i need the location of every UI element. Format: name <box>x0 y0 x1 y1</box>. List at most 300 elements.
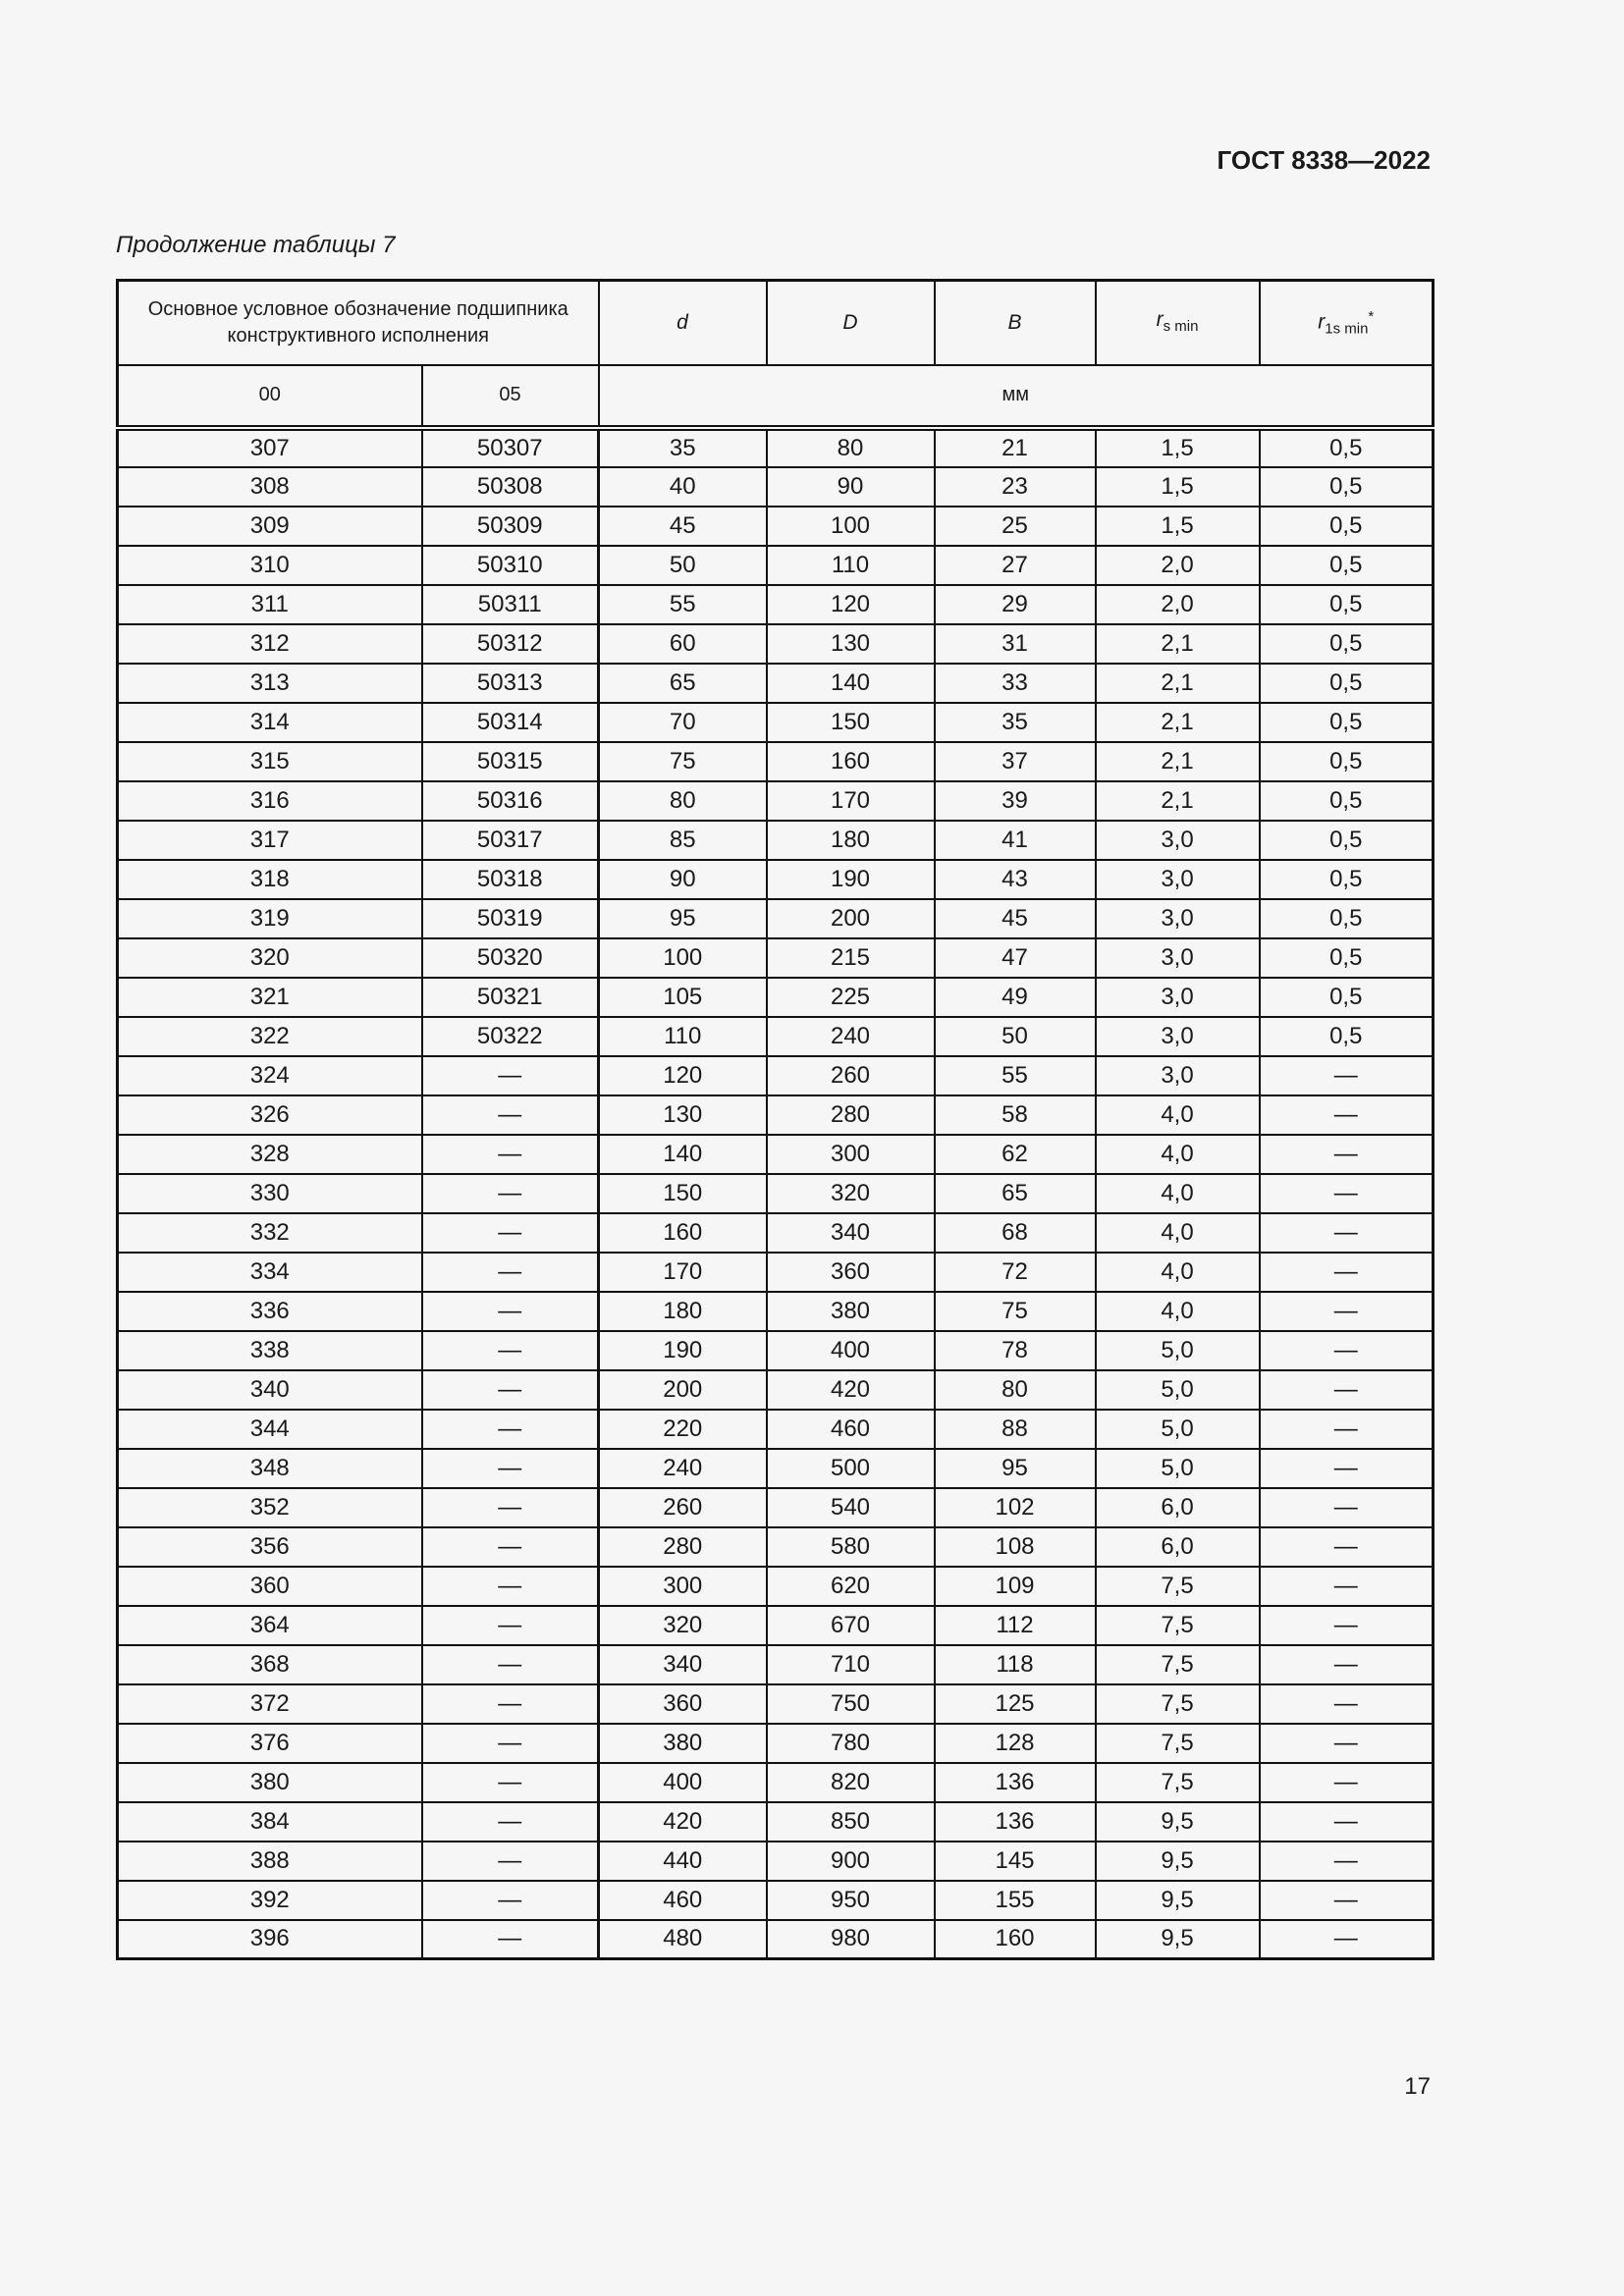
cell-col-B: 37 <box>935 742 1096 781</box>
cell-col-00: 348 <box>118 1449 422 1488</box>
cell-col-05: 50320 <box>422 938 599 978</box>
cell-col-D: 180 <box>767 821 935 860</box>
table-row <box>118 1135 1434 1174</box>
cell-col-05: 50314 <box>422 703 599 742</box>
cell-col-D: 580 <box>767 1527 935 1567</box>
table-row <box>118 978 1434 1017</box>
cell-col-r1s-min: — <box>1260 1095 1434 1135</box>
cell-col-r1s-min: — <box>1260 1920 1434 1959</box>
table-row <box>118 899 1434 938</box>
cell-col-d: 280 <box>599 1527 767 1567</box>
cell-col-00: 384 <box>118 1802 422 1842</box>
cell-col-05: — <box>422 1410 599 1449</box>
cell-col-D: 170 <box>767 781 935 821</box>
cell-col-05: 50311 <box>422 585 599 624</box>
cell-col-rs-min: 4,0 <box>1096 1174 1260 1213</box>
cell-col-rs-min: 2,0 <box>1096 585 1260 624</box>
cell-col-D: 80 <box>767 428 935 467</box>
cell-col-00: 352 <box>118 1488 422 1527</box>
table-row <box>118 1370 1434 1410</box>
cell-col-d: 50 <box>599 546 767 585</box>
cell-col-rs-min: 9,5 <box>1096 1842 1260 1881</box>
table-row <box>118 1842 1434 1881</box>
cell-col-B: 55 <box>935 1056 1096 1095</box>
cell-col-B: 31 <box>935 624 1096 664</box>
cell-col-rs-min: 3,0 <box>1096 1056 1260 1095</box>
cell-col-d: 110 <box>599 1017 767 1056</box>
cell-col-00: 310 <box>118 546 422 585</box>
cell-col-r1s-min: — <box>1260 1174 1434 1213</box>
cell-col-05: — <box>422 1724 599 1763</box>
cell-col-05: — <box>422 1213 599 1253</box>
cell-col-D: 820 <box>767 1763 935 1802</box>
cell-col-rs-min: 2,1 <box>1096 624 1260 664</box>
cell-col-rs-min: 4,0 <box>1096 1135 1260 1174</box>
cell-col-r1s-min: 0,5 <box>1260 860 1434 899</box>
cell-col-B: 49 <box>935 978 1096 1017</box>
cell-col-d: 400 <box>599 1763 767 1802</box>
cell-col-rs-min: 3,0 <box>1096 821 1260 860</box>
cell-col-d: 440 <box>599 1842 767 1881</box>
header-B: B <box>935 281 1096 365</box>
cell-col-d: 100 <box>599 938 767 978</box>
cell-col-d: 55 <box>599 585 767 624</box>
cell-col-B: 47 <box>935 938 1096 978</box>
cell-col-00: 396 <box>118 1920 422 1959</box>
cell-col-d: 80 <box>599 781 767 821</box>
table-row <box>118 1527 1434 1567</box>
cell-col-rs-min: 7,5 <box>1096 1724 1260 1763</box>
cell-col-r1s-min: — <box>1260 1449 1434 1488</box>
cell-col-D: 280 <box>767 1095 935 1135</box>
cell-col-B: 108 <box>935 1527 1096 1567</box>
cell-col-05: — <box>422 1095 599 1135</box>
cell-col-D: 710 <box>767 1645 935 1684</box>
cell-col-rs-min: 3,0 <box>1096 860 1260 899</box>
cell-col-r1s-min: — <box>1260 1292 1434 1331</box>
cell-col-00: 332 <box>118 1213 422 1253</box>
cell-col-rs-min: 4,0 <box>1096 1095 1260 1135</box>
cell-col-rs-min: 2,1 <box>1096 703 1260 742</box>
cell-col-D: 500 <box>767 1449 935 1488</box>
cell-col-00: 368 <box>118 1645 422 1684</box>
table-row <box>118 781 1434 821</box>
cell-col-rs-min: 7,5 <box>1096 1567 1260 1606</box>
cell-col-r1s-min: 0,5 <box>1260 1017 1434 1056</box>
cell-col-r1s-min: — <box>1260 1370 1434 1410</box>
cell-col-d: 420 <box>599 1802 767 1842</box>
table-caption: Продолжение таблицы 7 <box>116 232 396 258</box>
header-designation: Основное условное обозначение подшипника конструктивного исполнения <box>118 281 599 365</box>
cell-col-B: 102 <box>935 1488 1096 1527</box>
table-row <box>118 467 1434 507</box>
header-r1s-min: $r_{1s min}^*$ <box>1260 281 1434 365</box>
cell-col-d: 170 <box>599 1253 767 1292</box>
cell-col-B: 80 <box>935 1370 1096 1410</box>
cell-col-r1s-min: 0,5 <box>1260 428 1434 467</box>
cell-col-d: 460 <box>599 1881 767 1920</box>
table-body <box>118 428 1434 1959</box>
cell-col-D: 240 <box>767 1017 935 1056</box>
table-row <box>118 1056 1434 1095</box>
cell-col-r1s-min: — <box>1260 1881 1434 1920</box>
cell-col-d: 380 <box>599 1724 767 1763</box>
cell-col-r1s-min: 0,5 <box>1260 938 1434 978</box>
cell-col-D: 950 <box>767 1881 935 1920</box>
cell-col-r1s-min: 0,5 <box>1260 742 1434 781</box>
cell-col-d: 220 <box>599 1410 767 1449</box>
cell-col-B: 125 <box>935 1684 1096 1724</box>
cell-col-B: 128 <box>935 1724 1096 1763</box>
cell-col-r1s-min: 0,5 <box>1260 821 1434 860</box>
cell-col-rs-min: 9,5 <box>1096 1920 1260 1959</box>
cell-col-D: 980 <box>767 1920 935 1959</box>
cell-col-05: — <box>422 1920 599 1959</box>
cell-col-r1s-min: — <box>1260 1331 1434 1370</box>
cell-col-d: 180 <box>599 1292 767 1331</box>
table-row <box>118 1763 1434 1802</box>
table-row <box>118 703 1434 742</box>
cell-col-B: 43 <box>935 860 1096 899</box>
cell-col-05: — <box>422 1370 599 1410</box>
cell-col-d: 65 <box>599 664 767 703</box>
cell-col-B: 65 <box>935 1174 1096 1213</box>
cell-col-05: 50322 <box>422 1017 599 1056</box>
table-row <box>118 1095 1434 1135</box>
cell-col-00: 338 <box>118 1331 422 1370</box>
cell-col-rs-min: 2,1 <box>1096 781 1260 821</box>
cell-col-r1s-min: 0,5 <box>1260 507 1434 546</box>
cell-col-rs-min: 2,1 <box>1096 664 1260 703</box>
cell-col-r1s-min: 0,5 <box>1260 664 1434 703</box>
cell-col-05: — <box>422 1802 599 1842</box>
table-row <box>118 1331 1434 1370</box>
subheader-00: 00 <box>118 365 422 428</box>
cell-col-d: 90 <box>599 860 767 899</box>
cell-col-00: 309 <box>118 507 422 546</box>
cell-col-05: — <box>422 1292 599 1331</box>
table-row <box>118 1410 1434 1449</box>
cell-col-B: 41 <box>935 821 1096 860</box>
cell-col-d: 300 <box>599 1567 767 1606</box>
cell-col-05: 50310 <box>422 546 599 585</box>
cell-col-d: 60 <box>599 624 767 664</box>
cell-col-B: 155 <box>935 1881 1096 1920</box>
cell-col-D: 200 <box>767 899 935 938</box>
cell-col-05: — <box>422 1331 599 1370</box>
cell-col-D: 90 <box>767 467 935 507</box>
table-row <box>118 821 1434 860</box>
cell-col-B: 72 <box>935 1253 1096 1292</box>
cell-col-B: 68 <box>935 1213 1096 1253</box>
cell-col-05: 50316 <box>422 781 599 821</box>
cell-col-rs-min: 7,5 <box>1096 1606 1260 1645</box>
cell-col-05: — <box>422 1174 599 1213</box>
table-row <box>118 1802 1434 1842</box>
cell-col-B: 29 <box>935 585 1096 624</box>
cell-col-D: 400 <box>767 1331 935 1370</box>
cell-col-rs-min: 7,5 <box>1096 1684 1260 1724</box>
cell-col-05: 50307 <box>422 428 599 467</box>
cell-col-rs-min: 7,5 <box>1096 1763 1260 1802</box>
table-row <box>118 1567 1434 1606</box>
cell-col-B: 21 <box>935 428 1096 467</box>
cell-col-r1s-min: 0,5 <box>1260 703 1434 742</box>
cell-col-r1s-min: — <box>1260 1763 1434 1802</box>
cell-col-rs-min: 4,0 <box>1096 1253 1260 1292</box>
cell-col-D: 260 <box>767 1056 935 1095</box>
cell-col-D: 670 <box>767 1606 935 1645</box>
cell-col-B: 145 <box>935 1842 1096 1881</box>
cell-col-r1s-min: — <box>1260 1606 1434 1645</box>
cell-col-00: 364 <box>118 1606 422 1645</box>
cell-col-rs-min: 1,5 <box>1096 467 1260 507</box>
cell-col-D: 900 <box>767 1842 935 1881</box>
cell-col-05: — <box>422 1881 599 1920</box>
cell-col-00: 376 <box>118 1724 422 1763</box>
cell-col-r1s-min: — <box>1260 1213 1434 1253</box>
cell-col-d: 85 <box>599 821 767 860</box>
cell-col-B: 160 <box>935 1920 1096 1959</box>
cell-col-00: 372 <box>118 1684 422 1724</box>
cell-col-r1s-min: — <box>1260 1527 1434 1567</box>
cell-col-00: 340 <box>118 1370 422 1410</box>
cell-col-d: 320 <box>599 1606 767 1645</box>
cell-col-D: 340 <box>767 1213 935 1253</box>
cell-col-d: 130 <box>599 1095 767 1135</box>
cell-col-B: 95 <box>935 1449 1096 1488</box>
header-rs-min: $r_{s min}$ <box>1096 281 1260 365</box>
cell-col-00: 324 <box>118 1056 422 1095</box>
cell-col-rs-min: 3,0 <box>1096 1017 1260 1056</box>
cell-col-rs-min: 5,0 <box>1096 1410 1260 1449</box>
cell-col-d: 140 <box>599 1135 767 1174</box>
table-row <box>118 546 1434 585</box>
cell-col-00: 318 <box>118 860 422 899</box>
cell-col-rs-min: 4,0 <box>1096 1213 1260 1253</box>
cell-col-r1s-min: — <box>1260 1724 1434 1763</box>
cell-col-00: 392 <box>118 1881 422 1920</box>
cell-col-r1s-min: — <box>1260 1645 1434 1684</box>
cell-col-rs-min: 6,0 <box>1096 1527 1260 1567</box>
cell-col-r1s-min: — <box>1260 1410 1434 1449</box>
cell-col-d: 35 <box>599 428 767 467</box>
cell-col-00: 312 <box>118 624 422 664</box>
table-row <box>118 938 1434 978</box>
cell-col-05: — <box>422 1527 599 1567</box>
cell-col-D: 100 <box>767 507 935 546</box>
cell-col-r1s-min: 0,5 <box>1260 585 1434 624</box>
cell-col-00: 319 <box>118 899 422 938</box>
cell-col-B: 75 <box>935 1292 1096 1331</box>
cell-col-r1s-min: — <box>1260 1802 1434 1842</box>
cell-col-D: 150 <box>767 703 935 742</box>
cell-col-D: 460 <box>767 1410 935 1449</box>
cell-col-D: 850 <box>767 1802 935 1842</box>
cell-col-D: 750 <box>767 1684 935 1724</box>
cell-col-d: 240 <box>599 1449 767 1488</box>
cell-col-r1s-min: 0,5 <box>1260 467 1434 507</box>
cell-col-00: 356 <box>118 1527 422 1567</box>
cell-col-05: 50318 <box>422 860 599 899</box>
cell-col-D: 360 <box>767 1253 935 1292</box>
cell-col-05: — <box>422 1763 599 1802</box>
cell-col-D: 320 <box>767 1174 935 1213</box>
cell-col-B: 88 <box>935 1410 1096 1449</box>
cell-col-05: — <box>422 1449 599 1488</box>
cell-col-05: — <box>422 1567 599 1606</box>
cell-col-05: 50312 <box>422 624 599 664</box>
cell-col-05: — <box>422 1645 599 1684</box>
cell-col-05: — <box>422 1606 599 1645</box>
table-row <box>118 1920 1434 1959</box>
page-number: 17 <box>1404 2073 1431 2100</box>
cell-col-d: 260 <box>599 1488 767 1527</box>
cell-col-05: — <box>422 1842 599 1881</box>
cell-col-r1s-min: — <box>1260 1842 1434 1881</box>
cell-col-B: 78 <box>935 1331 1096 1370</box>
cell-col-00: 330 <box>118 1174 422 1213</box>
cell-col-B: 58 <box>935 1095 1096 1135</box>
table-row <box>118 1253 1434 1292</box>
cell-col-rs-min: 1,5 <box>1096 507 1260 546</box>
cell-col-05: — <box>422 1684 599 1724</box>
cell-col-r1s-min: 0,5 <box>1260 781 1434 821</box>
cell-col-05: 50321 <box>422 978 599 1017</box>
cell-col-00: 336 <box>118 1292 422 1331</box>
table-row <box>118 1606 1434 1645</box>
cell-col-rs-min: 5,0 <box>1096 1449 1260 1488</box>
header-d: d <box>599 281 767 365</box>
table-row <box>118 742 1434 781</box>
cell-col-D: 190 <box>767 860 935 899</box>
cell-col-r1s-min: 0,5 <box>1260 546 1434 585</box>
table-row <box>118 860 1434 899</box>
subheader-unit: мм <box>599 365 1434 428</box>
cell-col-D: 420 <box>767 1370 935 1410</box>
cell-col-B: 109 <box>935 1567 1096 1606</box>
table-row <box>118 1213 1434 1253</box>
cell-col-00: 322 <box>118 1017 422 1056</box>
cell-col-d: 45 <box>599 507 767 546</box>
cell-col-d: 105 <box>599 978 767 1017</box>
cell-col-D: 140 <box>767 664 935 703</box>
cell-col-D: 110 <box>767 546 935 585</box>
cell-col-r1s-min: — <box>1260 1488 1434 1527</box>
cell-col-rs-min: 1,5 <box>1096 428 1260 467</box>
cell-col-rs-min: 2,0 <box>1096 546 1260 585</box>
cell-col-d: 360 <box>599 1684 767 1724</box>
cell-col-rs-min: 3,0 <box>1096 978 1260 1017</box>
cell-col-00: 314 <box>118 703 422 742</box>
cell-col-d: 95 <box>599 899 767 938</box>
cell-col-00: 334 <box>118 1253 422 1292</box>
cell-col-d: 200 <box>599 1370 767 1410</box>
cell-col-00: 344 <box>118 1410 422 1449</box>
cell-col-rs-min: 9,5 <box>1096 1802 1260 1842</box>
cell-col-05: — <box>422 1056 599 1095</box>
cell-col-r1s-min: 0,5 <box>1260 978 1434 1017</box>
cell-col-d: 480 <box>599 1920 767 1959</box>
cell-col-D: 225 <box>767 978 935 1017</box>
cell-col-rs-min: 7,5 <box>1096 1645 1260 1684</box>
cell-col-D: 780 <box>767 1724 935 1763</box>
table-row <box>118 1017 1434 1056</box>
cell-col-D: 160 <box>767 742 935 781</box>
cell-col-00: 316 <box>118 781 422 821</box>
cell-col-B: 45 <box>935 899 1096 938</box>
cell-col-d: 75 <box>599 742 767 781</box>
table-row <box>118 1449 1434 1488</box>
cell-col-D: 620 <box>767 1567 935 1606</box>
cell-col-d: 150 <box>599 1174 767 1213</box>
cell-col-00: 308 <box>118 467 422 507</box>
cell-col-B: 136 <box>935 1802 1096 1842</box>
cell-col-B: 118 <box>935 1645 1096 1684</box>
cell-col-B: 50 <box>935 1017 1096 1056</box>
cell-col-05: 50319 <box>422 899 599 938</box>
cell-col-r1s-min: — <box>1260 1684 1434 1724</box>
table-row <box>118 1645 1434 1684</box>
cell-col-D: 120 <box>767 585 935 624</box>
cell-col-rs-min: 4,0 <box>1096 1292 1260 1331</box>
table-row <box>118 664 1434 703</box>
cell-col-r1s-min: — <box>1260 1056 1434 1095</box>
cell-col-05: 50313 <box>422 664 599 703</box>
cell-col-B: 35 <box>935 703 1096 742</box>
cell-col-00: 328 <box>118 1135 422 1174</box>
document-code: ГОСТ 8338—2022 <box>1217 145 1431 175</box>
table-row <box>118 585 1434 624</box>
table-row <box>118 1488 1434 1527</box>
cell-col-rs-min: 9,5 <box>1096 1881 1260 1920</box>
cell-col-05: 50309 <box>422 507 599 546</box>
header-D: D <box>767 281 935 365</box>
cell-col-05: 50317 <box>422 821 599 860</box>
table-row <box>118 1684 1434 1724</box>
cell-col-00: 388 <box>118 1842 422 1881</box>
table-row <box>118 428 1434 467</box>
cell-col-00: 321 <box>118 978 422 1017</box>
cell-col-d: 340 <box>599 1645 767 1684</box>
cell-col-00: 311 <box>118 585 422 624</box>
cell-col-d: 160 <box>599 1213 767 1253</box>
cell-col-r1s-min: 0,5 <box>1260 624 1434 664</box>
cell-col-D: 540 <box>767 1488 935 1527</box>
cell-col-r1s-min: — <box>1260 1567 1434 1606</box>
cell-col-rs-min: 2,1 <box>1096 742 1260 781</box>
cell-col-00: 307 <box>118 428 422 467</box>
cell-col-D: 380 <box>767 1292 935 1331</box>
cell-col-00: 313 <box>118 664 422 703</box>
cell-col-B: 23 <box>935 467 1096 507</box>
cell-col-00: 315 <box>118 742 422 781</box>
table-row <box>118 624 1434 664</box>
cell-col-05: 50315 <box>422 742 599 781</box>
cell-col-00: 317 <box>118 821 422 860</box>
cell-col-B: 27 <box>935 546 1096 585</box>
table-row <box>118 1881 1434 1920</box>
cell-col-B: 136 <box>935 1763 1096 1802</box>
table-row <box>118 507 1434 546</box>
cell-col-B: 112 <box>935 1606 1096 1645</box>
cell-col-rs-min: 5,0 <box>1096 1331 1260 1370</box>
cell-col-rs-min: 3,0 <box>1096 938 1260 978</box>
cell-col-D: 130 <box>767 624 935 664</box>
cell-col-05: — <box>422 1253 599 1292</box>
table-row <box>118 1174 1434 1213</box>
cell-col-00: 326 <box>118 1095 422 1135</box>
